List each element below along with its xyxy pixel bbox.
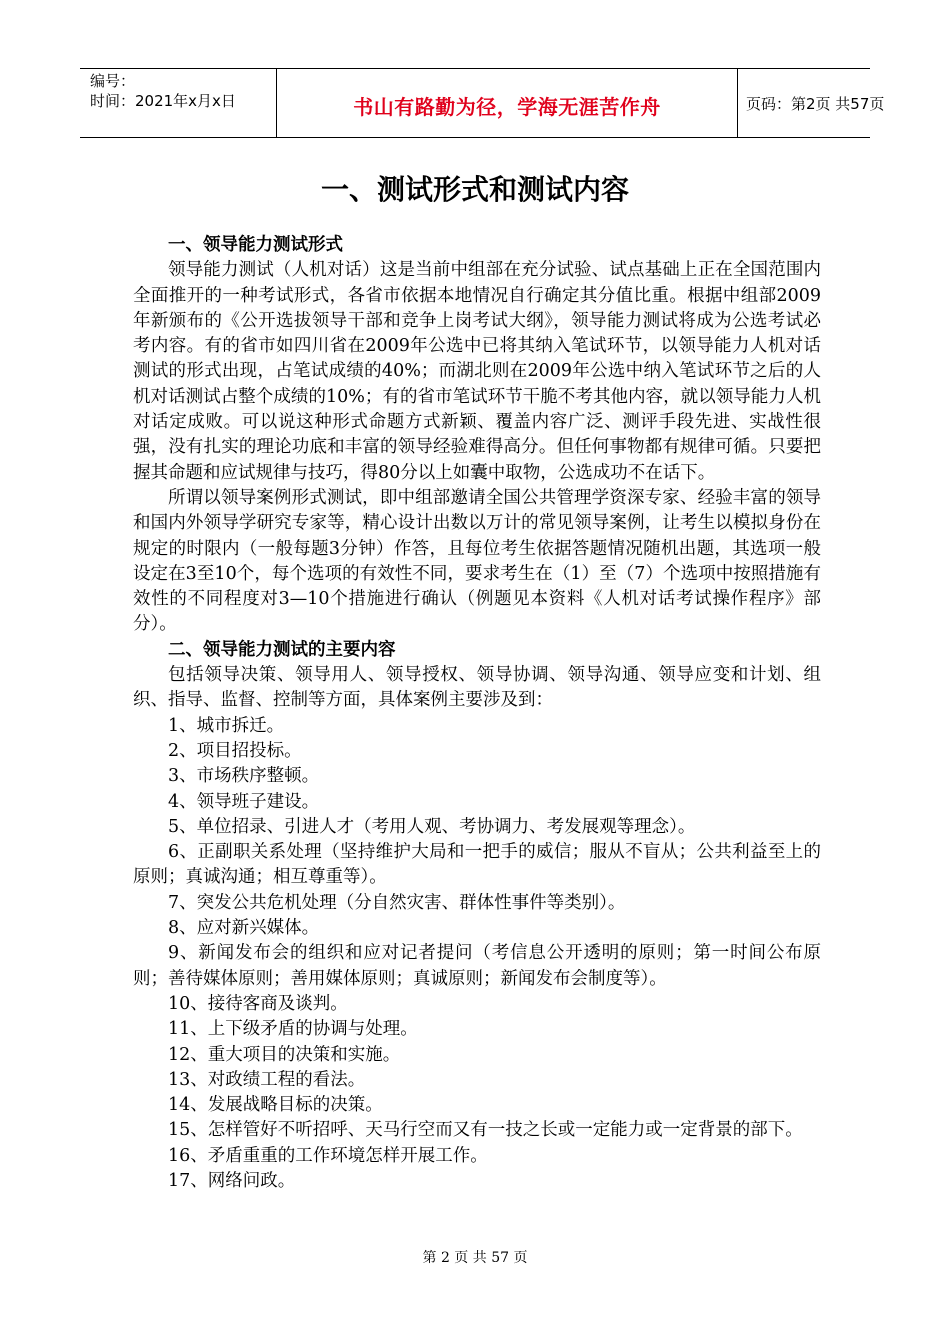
header-page-cell (738, 69, 885, 137)
section-heading: 一、领导能力测试形式 (168, 235, 343, 255)
header-motto-cell (277, 69, 738, 137)
body-paragraph: 领导能力测试（人机对话）这是当前中组部在充分试验、试点基础上正在全国范围内全面推开的一种考试形式，各省市依据本地情况自行确定其分值比重。根据中组部2009年新颁布的《公开选拔领导干部和竞争上岗考试大纲》，领导能力测试将成为公选考试必考内容。有的省市如四川省在2009年公选中已将其纳入笔试环节，以领导能力人机对话测试的形式出现，占笔试成绩的40%；而湖北则在2009年公选中纳入笔试环节之后的人机对话测试占整个成绩的10%；有的省市笔试环节干脆不考其他内容，就以领导能力人机对话定成败。可以说这种形式命题方式新颖、覆盖内容广泛、测评手段先进、实战性很强，没有扎实的理论功底和丰富的领导经验难得高分。但任何事物都有规律可循。只要把握其命题和应试规律与技巧，得80分以上如囊中取物，公选成功不在话下。 (133, 260, 821, 483)
body-paragraph: 16、矛盾重重的工作环境怎样开展工作。 (168, 1145, 488, 1166)
body-paragraph: 13、对政绩工程的看法。 (168, 1069, 366, 1090)
section-heading: 二、领导能力测试的主要内容 (168, 639, 396, 660)
document-body (133, 233, 821, 1194)
body-paragraph: 包括领导决策、领导用人、领导授权、领导协调、领导沟通、领导应变和计划、组织、指导、监督、控制等方面，具体案例主要涉及到： (133, 665, 821, 711)
page-header (80, 68, 885, 138)
doc-time-label: 时间：2021年x月x日 (90, 92, 236, 110)
body-paragraph: 1、城市拆迁。 (168, 715, 285, 736)
body-paragraph: 3、市场秩序整顿。 (168, 766, 320, 787)
body-paragraph: 11、上下级矛盾的协调与处理。 (168, 1019, 418, 1040)
body-paragraph: 17、网络问政。 (168, 1170, 296, 1191)
page-title: 一、测试形式和测试内容 (320, 173, 629, 206)
body-paragraph: 9、新闻发布会的组织和应对记者提问（考信息公开透明的原则；第一时间公布原则；善待媒体原则；善用媒体原则；真诚原则；新闻发布会制度等）。 (133, 943, 821, 989)
body-paragraph: 6、正副职关系处理（坚持维护大局和一把手的威信；服从不盲从；公共利益至上的原则；真诚沟通；相互尊重等）。 (133, 842, 821, 888)
body-paragraph: 15、怎样管好不听招呼、天马行空而又有一技之长或一定能力或一定背景的部下。 (168, 1120, 803, 1141)
body-paragraph: 2、项目招投标。 (168, 740, 302, 761)
header-meta-cell (80, 69, 277, 137)
page-footer: 第 2 页 共 57 页 (422, 1250, 528, 1266)
header-motto: 书山有路勤为径，学海无涯苦作舟 (353, 95, 661, 119)
body-paragraph: 10、接待客商及谈判。 (168, 993, 348, 1014)
body-paragraph: 4、领导班子建设。 (168, 791, 320, 812)
body-paragraph: 8、应对新兴媒体。 (168, 918, 320, 939)
body-paragraph: 7、突发公共危机处理（分自然灾害、群体性事件等类别）。 (168, 892, 626, 913)
body-paragraph: 所谓以领导案例形式测试，即中组部邀请全国公共管理学资深专家、经验丰富的领导和国内外领导学研究专家等，精心设计出数以万计的常见领导案例，让考生以模拟身份在规定的时限内（一般每题3分钟）作答，且每位考生依据答题情况随机出题，其选项一般设定在3至10个，每个选项的有效性不同，要求考生在（1）至（7）个选项中按照措施有效性的不同程度对3—10个措施进行确认（例题见本资料《人机对话考试操作程序》部分）。 (133, 487, 821, 635)
doc-number-label: 编号： (90, 72, 136, 90)
body-paragraph: 12、重大项目的决策和实施。 (168, 1044, 401, 1065)
body-paragraph: 14、发展战略目标的决策。 (168, 1095, 383, 1116)
header-page-info: 页码：第2页 共57页 (746, 95, 885, 113)
body-paragraph: 5、单位招录、引进人才（考用人观、考协调力、考发展观等理念）。 (168, 816, 696, 837)
